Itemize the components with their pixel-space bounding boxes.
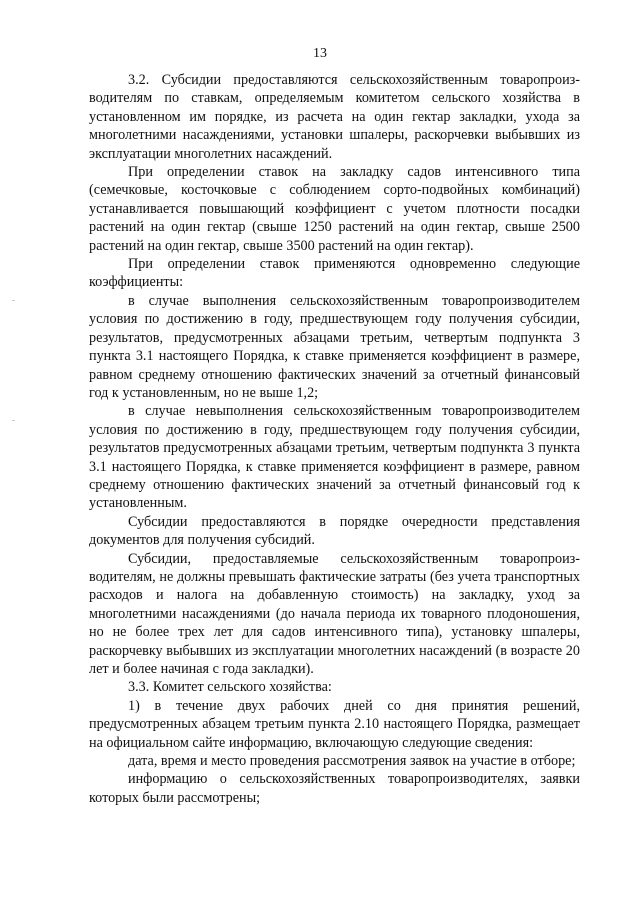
scan-margin-mark <box>12 420 15 421</box>
paragraph-producers-info: информацию о сельскохозяйственных товаропроизводителях, заявки которых были рассмотрены; <box>89 771 580 806</box>
paragraph-3-2: 3.2. Субсидии предоставляются сельскохозяйственным товаропроизводителям по ставкам, определяемым комитетом сельского хозяйства в установленном им порядке, из расчета на один гектар закладки, ухода за многолетними насаждениями, установки шпалеры, раскорчевки выбывших из эксплуатации многолетних насаждений. <box>89 72 580 162</box>
paragraph-date-time-place: дата, время и место проведения рассмотрения заявок на участие в отборе; <box>128 753 576 770</box>
paragraph-coefficient-nonfulfillment: в случае невыполнения сельскохозяйственным товаропроизводителем условия по достижению в году, предшествующем году получения субсидии, результатов предусмотренных абзацами третьим, четвертым подпункта 3 пункта 3.1 настоящего Порядка, к ставке применяется коэффициент в размере, равном среднему отношению фактических значений за отчетный финансовый год к установленным. <box>89 403 580 512</box>
paragraph-subsidy-limit: Субсидии, предоставляемые сельскохозяйственным товаропроизводителям, не должны превышать фактические затраты (без учета транспортных расходов и налога на добавленную стоимость) на закладку, уход за многолетними насаждениями (до начала периода их товарного плодоношения, но не более трех лет для садов интенсивного типа), установку шпалеры, раскорчевку выбывших из эксплуатации многолетних насаждений (в возрасте 20 лет и более начиная с года закладки). <box>89 550 580 677</box>
paragraph-coefficient-fulfillment: в случае выполнения сельскохозяйственным товаропроизводителем условия по достижению в году, предшествующем году получения субсидии, результатов, предусмотренных абзацами третьим, четвертым подпункта 3 пункта 3.1 настоящего Порядка, к ставке применяется коэффициент в размере, равном среднему отношению фактических значений за отчетный финансовый год к установленным, но не выше 1,2; <box>89 292 580 401</box>
document-body <box>89 71 580 807</box>
paragraph-intensive-orchards-rate: При определении ставок на закладку садов интенсивного типа (семечковые, косточковые с соблюдением сорто-подвойных комбинаций) устанавливается повышающий коэффициент с учетом плотности посадки растений на один гектар (свыше 1250 растений на один гектар, свыше 2500 растений на один гектар, свыше 3500 растений на один гектар). <box>89 164 580 254</box>
paragraph-3-3-item-1: 1) в течение двух рабочих дней со дня принятия решений, предусмотренных абзацем третьим пункта 2.10 настоящего Порядка, размещает на официальном сайте информацию, включающую следующие сведения: <box>89 697 580 751</box>
page-number: 13 <box>313 46 327 61</box>
paragraph-coefficients-intro: При определении ставок применяются одновременно следующие коэффициенты: <box>89 256 580 291</box>
scan-margin-mark <box>12 300 15 301</box>
paragraph-3-3: 3.3. Комитет сельского хозяйства: <box>128 679 332 696</box>
paragraph-order-of-provision: Субсидии предоставляются в порядке очередности представления документов для получения субсидий. <box>89 513 580 549</box>
